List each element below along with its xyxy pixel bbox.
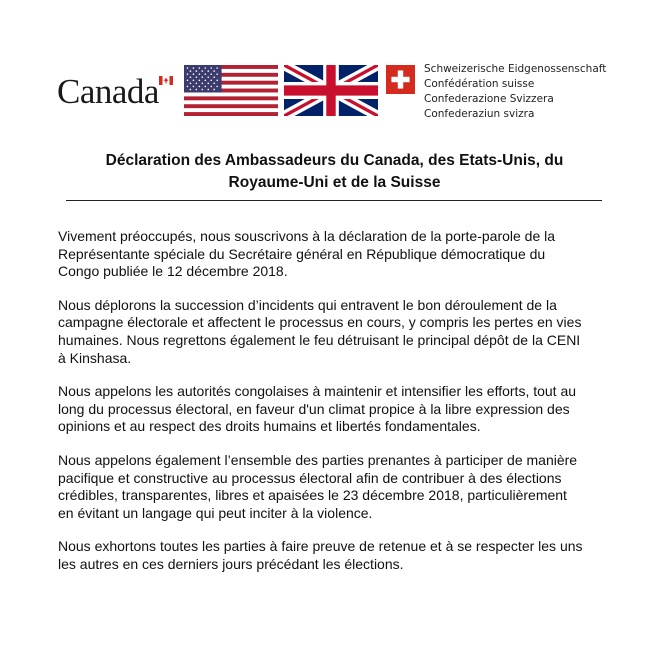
paragraph-line: campagne électorale et affectent le processus en cours, y compris les pertes en vies (58, 314, 582, 331)
paragraph-line: crédibles, transparentes, libres et apaisées le 23 décembre 2018, particulièrement (58, 487, 567, 504)
usa-flag-icon (184, 65, 278, 116)
paragraph-line: en évitant un langage qui peut inciter à la violence. (58, 504, 373, 521)
paragraph-line: à Kinshasa. (58, 349, 132, 366)
paragraph (58, 452, 618, 522)
canada-flag-icon (159, 76, 173, 85)
paragraph-line: Nous exhortons toutes les parties à faire preuve de retenue et à se respecter les uns (58, 538, 583, 555)
paragraph (58, 383, 618, 436)
title-line: Royaume-Uni et de la Suisse (228, 174, 441, 191)
paragraph-line: pacifique et constructive au processus électoral afin de contribuer à des élections (58, 469, 562, 486)
declaration-body (58, 228, 618, 590)
paragraph-line: long du processus électoral, en faveur d'un climat propice à la libre expression des (58, 400, 570, 417)
paragraph-line: les autres en ces derniers jours précédant les élections. (58, 555, 404, 572)
canada-wordmark (57, 72, 159, 112)
paragraph (58, 538, 618, 573)
swiss-line: Confederazione Svizzera (424, 93, 554, 105)
title-line: Déclaration des Ambassadeurs du Canada, des Etats-Unis, du (105, 152, 564, 169)
swiss-line: Schweizerische Eidgenossenschaft (424, 63, 607, 75)
canada-wordmark-text: Canada (57, 72, 159, 111)
paragraph (58, 228, 618, 281)
paragraph-line: Représentante spéciale du Secrétaire général en République démocratique du (58, 245, 546, 262)
title-divider (66, 200, 602, 201)
paragraph-line: Nous appelons les autorités congolaises à maintenir et intensifier les efforts, tout au (58, 383, 577, 400)
paragraph-line: Vivement préoccupés, nous souscrivons à la déclaration de la porte-parole de la (58, 228, 556, 244)
paragraph (58, 297, 618, 367)
logo-banner (0, 62, 669, 126)
document-title (40, 150, 629, 194)
paragraph-line: Nous appelons également l’ensemble des parties prenantes à participer de manière (58, 451, 578, 468)
switzerland-flag-icon (386, 65, 415, 94)
swiss-confederation-text (424, 62, 606, 122)
paragraph-line: humaines. Nous regrettons également le feu détruisant le principal dépôt de la CENI (58, 331, 581, 348)
paragraph-line: Nous déplorons la succession d’incidents qui entravent le bon déroulement de la (58, 296, 557, 313)
swiss-line: Confédération suisse (424, 78, 535, 90)
paragraph-line: Congo publiée le 12 décembre 2018. (58, 263, 288, 280)
uk-flag-icon (284, 65, 378, 116)
swiss-line: Confederaziun svizra (424, 108, 535, 120)
paragraph-line: opinions et au respect des droits humains et libertés fondamentales. (58, 418, 481, 435)
